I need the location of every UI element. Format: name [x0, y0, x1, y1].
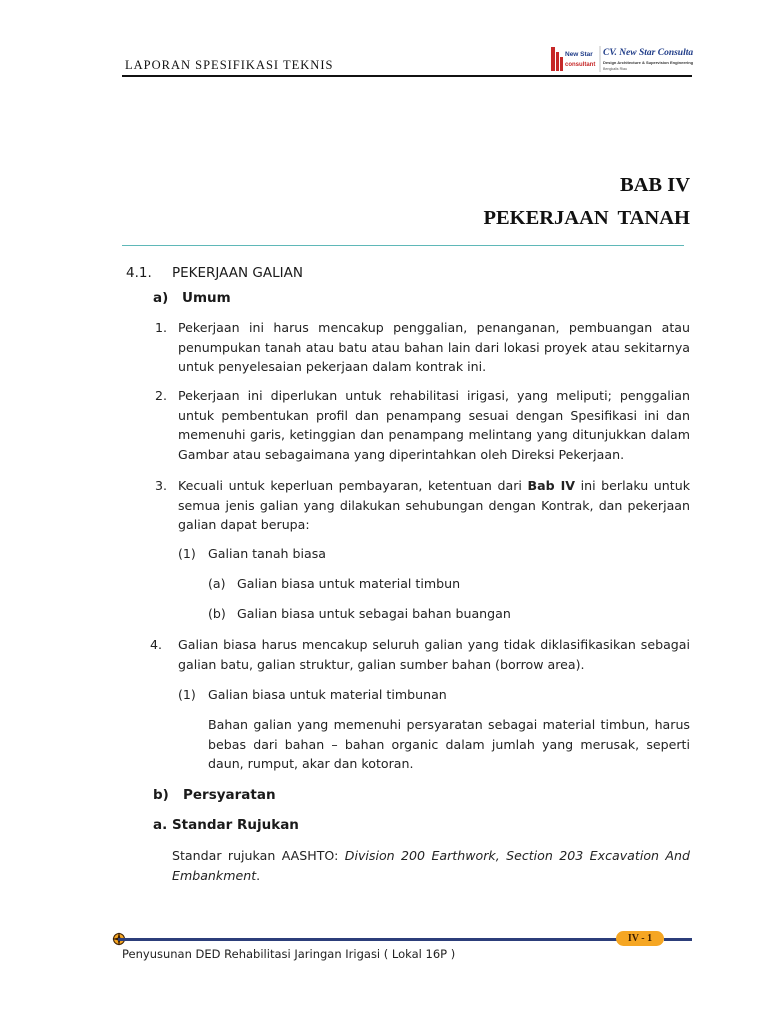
- sub-b-title: Persyaratan: [183, 787, 276, 803]
- item-1-text: [178, 318, 690, 377]
- standard-line1: [172, 846, 690, 866]
- item-4-line: galian batu, galian struktur, galian sumber bahan (borrow area).: [178, 656, 585, 672]
- item-4-para-line: daun, rumput, akar dan kotoran.: [208, 756, 414, 771]
- item-3-subsub-text: Galian biasa untuk sebagai bahan buangan: [237, 606, 511, 621]
- item-4-para: [208, 715, 690, 774]
- item-3-line1: [178, 476, 690, 496]
- item-3-sub-text: Galian tanah biasa: [208, 546, 327, 561]
- item-4-para-line: Bahan galian yang memenuhi persyaratan sebagai material timbun, harus: [208, 717, 690, 732]
- logo-brand1-line1: New Star: [565, 51, 593, 58]
- item-3-subsub-number: (b): [208, 606, 226, 621]
- logo-brand1-line2: consultant: [565, 62, 596, 68]
- item-3-line: galian dapat berupa:: [178, 517, 310, 532]
- item-4-sub-number: (1): [178, 687, 196, 702]
- item-2-line: Pekerjaan ini diperlukan untuk rehabilitasi irigasi, yang meliputi; penggalian: [178, 388, 690, 403]
- item-1-line: untuk penyelesaian pekerjaan dalam kontrak ini.: [178, 359, 487, 374]
- item-2-line: memenuhi garis, ketinggian dan penampang melintang yang ditunjukkan dalam: [178, 427, 690, 442]
- chapter-label: BAB IV: [619, 174, 690, 196]
- logo-tag2: Bengkalis Riau: [603, 67, 627, 71]
- item-3-number: 3.: [155, 478, 168, 493]
- item-2-line: Gambar atau sebagaimana yang diperintahkan oleh Direksi Pekerjaan.: [178, 446, 625, 462]
- item-3-bold: Bab IV: [527, 478, 576, 493]
- section-number: 4.1.: [126, 265, 152, 281]
- standard-pre: Standar rujukan AASHTO:: [172, 848, 345, 863]
- page-number-badge: IV - 1: [616, 931, 664, 946]
- item-3-subsub-number: (a): [208, 576, 226, 591]
- sub-a-label: a): [153, 290, 169, 306]
- standard-post: .: [256, 867, 261, 883]
- item-3-text: [178, 476, 690, 535]
- item-4-para-line: bebas dari bahan – bahan organic dalam jumlah yang merusak, seperti: [208, 736, 690, 752]
- standard-line2: [172, 866, 690, 886]
- footer-bar-right: [664, 938, 692, 941]
- item-4-line: Galian biasa harus mencakup seluruh galian yang tidak diklasifikasikan sebagai: [178, 637, 690, 652]
- footer-text: Penyusunan DED Rehabilitasi Jaringan Irigasi ( Lokal 16P ): [122, 947, 456, 961]
- item-3-line: semua jenis galian yang dilakukan sehubungan dengan Kontrak, dan pekerjaan: [178, 497, 690, 513]
- header-title: LAPORAN SPESIFIKASI TEKNIS: [125, 58, 334, 72]
- standard-italic1: Division 200 Earthwork, Section 203 Excavation And: [344, 848, 690, 863]
- item-3-sub-number: (1): [178, 546, 196, 561]
- standard-italic2: Embankment: [172, 867, 257, 883]
- item-2-number: 2.: [155, 388, 168, 403]
- item-1-number: 1.: [155, 320, 168, 335]
- section-title: PEKERJAAN GALIAN: [172, 265, 303, 281]
- item-3-subsub-text: Galian biasa untuk material timbun: [237, 576, 461, 591]
- item-2-text: [178, 386, 690, 464]
- item-1-line: Pekerjaan ini harus mencakup penggalian, penanganan, pembuangan atau: [178, 320, 690, 335]
- logo-brand2: CV. New Star Consultant: [603, 48, 693, 58]
- item-2-line: untuk pembentukan profil dan penampang sesuai dengan Spesifikasi ini dan: [178, 407, 690, 423]
- chapter-rule: [122, 245, 684, 246]
- item-1-line: penumpukan tanah atau batu atau bahan lain dari lokasi proyek atau sekitarnya: [178, 339, 690, 355]
- item-4-sub-text: Galian biasa untuk material timbunan: [208, 687, 447, 702]
- logo-tag1: Design Architecture & Supervision Engineering: [603, 60, 693, 65]
- item-4-number: 4.: [150, 637, 163, 652]
- item-4-text: [178, 635, 690, 674]
- logo-graphic: [551, 44, 693, 74]
- sub-b-label: b): [153, 787, 169, 803]
- sub-a-title: Umum: [182, 290, 231, 306]
- standard-heading: a. Standar Rujukan: [153, 817, 299, 833]
- item-3-post: ini berlaku untuk: [575, 478, 690, 493]
- company-logo: [551, 44, 693, 74]
- footer-bar-left: [118, 938, 618, 941]
- chapter-title: PEKERJAAN TANAH: [483, 207, 690, 229]
- item-3-pre: Kecuali untuk keperluan pembayaran, ketentuan dari: [178, 478, 528, 493]
- header-rule: [122, 75, 692, 77]
- standard-text: [172, 846, 690, 885]
